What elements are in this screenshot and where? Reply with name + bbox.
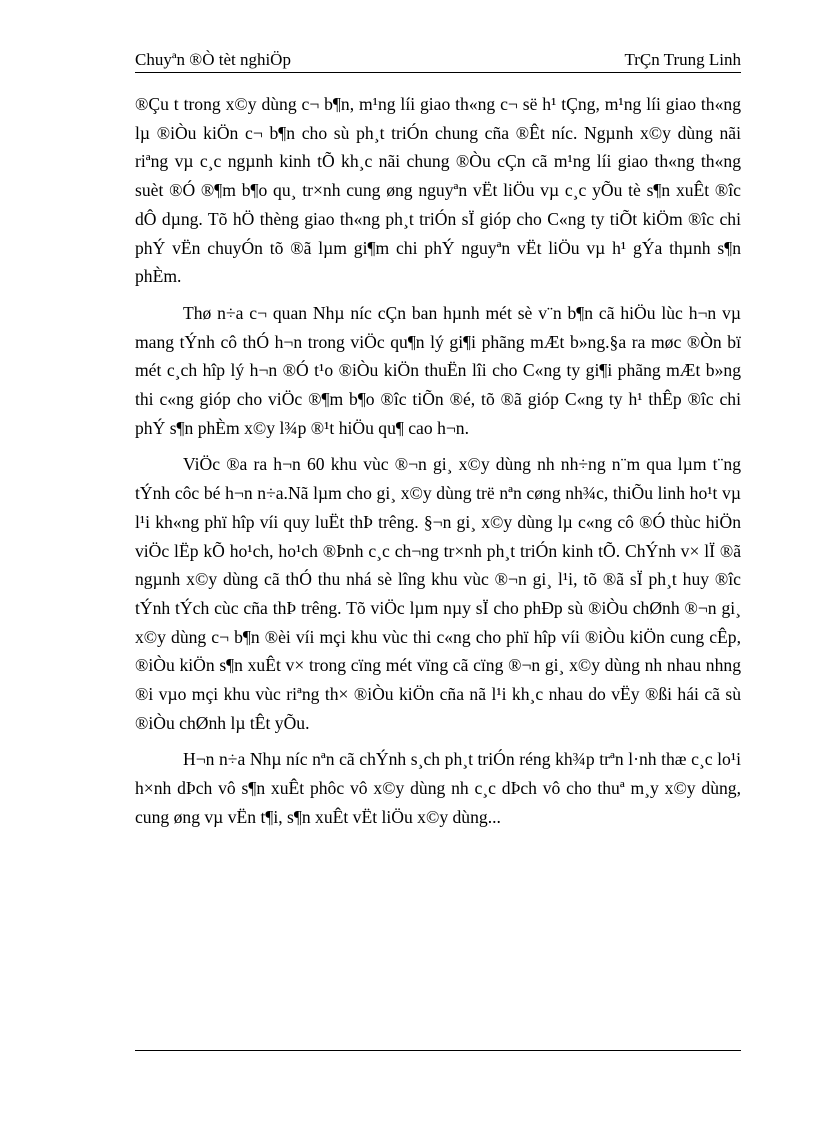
paragraph-1: ®Çu t trong x©y dùng c¬ b¶n, m¹ng líi giao th«ng c¬ së h¹ tÇng, m¹ng líi giao th«ng lµ ®iÒu kiÖn c¬ b¶n cho sù ph¸t triÓn chung cña ®Êt níc. Ngµnh x©y dùng nãi riªng vµ c¸c ngµnh kinh tÕ kh¸c nãi chung ®Òu cÇn cã m¹ng líi giao th«ng th«ng suèt ®Ó ®¶m b¶o qu¸ tr×nh cung øng nguyªn vËt liÖu vµ c¸c yÕu tè s¶n xuÊt ®îc dÔ dµng. Tõ hÖ thèng giao th«ng ph¸t triÓn sÏ gióp cho C«ng ty tiÕt kiÖm ®îc chi phÝ vËn chuyÓn tõ ®ã lµm gi¶m chi phÝ nguyªn vËt liÖu vµ h¹ gÝa thµnh s¶n phÈm. [135,94,741,287]
author-name: TrÇn Trung Linh [624,50,741,69]
paragraph-3: ViÖc ®a ra h¬n 60 khu vùc ®¬n gi¸ x©y dùng nh nh÷ng n¨m qua lµm t¨ng tÝnh côc bé h¬n n÷a.Nã lµm cho gi¸ x©y dùng trë nªn cøng nh¾c, thiÕu linh ho¹t vµ l¹i kh«ng phï hîp víi quy luËt thÞ trêng. §¬n gi¸ x©y dùng lµ c«ng cô ®Ó thùc hiÖn viÖc lËp kÕ ho¹ch, ho¹ch ®Þnh c¸c ch¬ng tr×nh ph¸t triÓn kinh tÕ. ChÝnh v× lÏ ®ã ngµnh x©y dùng cã thÓ thu nhá sè lîng khu vùc ®¬n gi¸ l¹i, tõ ®ã sÏ ph¸t huy ®îc tÝnh tÝch cùc cña thÞ trêng. Tõ viÖc lµm nµy sÏ cho phÐp sù ®iÒu chØnh ®¬n gi¸ x©y dùng c¬ b¶n ®èi víi mçi khu vùc thi c«ng cho phï hîp víi ®iÒu kiÖn cung cÊp, ®iÒu kiÖn s¶n xuÊt v× trong cïng mét vïng cã cïng ®¬n gi¸ x©y dùng nh nhau nhng ®i vµo mçi khu vùc riªng th× ®iÒu kiÖn cña nã l¹i kh¸c nhau do vËy ®ßi hái cã sù ®iÒu chØnh lµ tÊt yÕu. [135,454,741,733]
body-text [135,90,741,840]
page-header [135,50,741,73]
paragraph-4: H¬n n÷a Nhµ níc nªn cã chÝnh s¸ch ph¸t triÓn réng kh¾p trªn l·nh thæ c¸c lo¹i h×nh dÞch vô s¶n xuÊt phôc vô x©y dùng nh c¸c dÞch vô cho thuª m¸y x©y dùng, cung øng vµ vËn t¶i, s¶n xuÊt vËt liÖu x©y dùng... [135,749,741,827]
footer-rule [135,1050,741,1051]
paragraph-2: Thø n÷a c¬ quan Nhµ níc cÇn ban hµnh mét sè v¨n b¶n cã hiÖu lùc h¬n vµ mang tÝnh cô thÓ h¬n trong viÖc qu¶n lý gi¶i phãng mÆt b»ng.§a ra møc ®Òn bï mét c¸ch hîp lý h¬n ®Ó t¹o ®iÒu kiÖn thuËn lîi cho C«ng ty gi¶i phãng mÆt b»ng thi c«ng gióp cho viÖc ®¶m b¶o ®îc tiÕn ®é, tõ ®ã gióp C«ng ty h¹ thÊp ®îc chi phÝ s¶n phÈm x©y l¾p ®¹t hiÖu qu¶ cao h¬n. [135,302,741,438]
document-title: Chuyªn ®Ò tèt nghiÖp [135,50,291,69]
